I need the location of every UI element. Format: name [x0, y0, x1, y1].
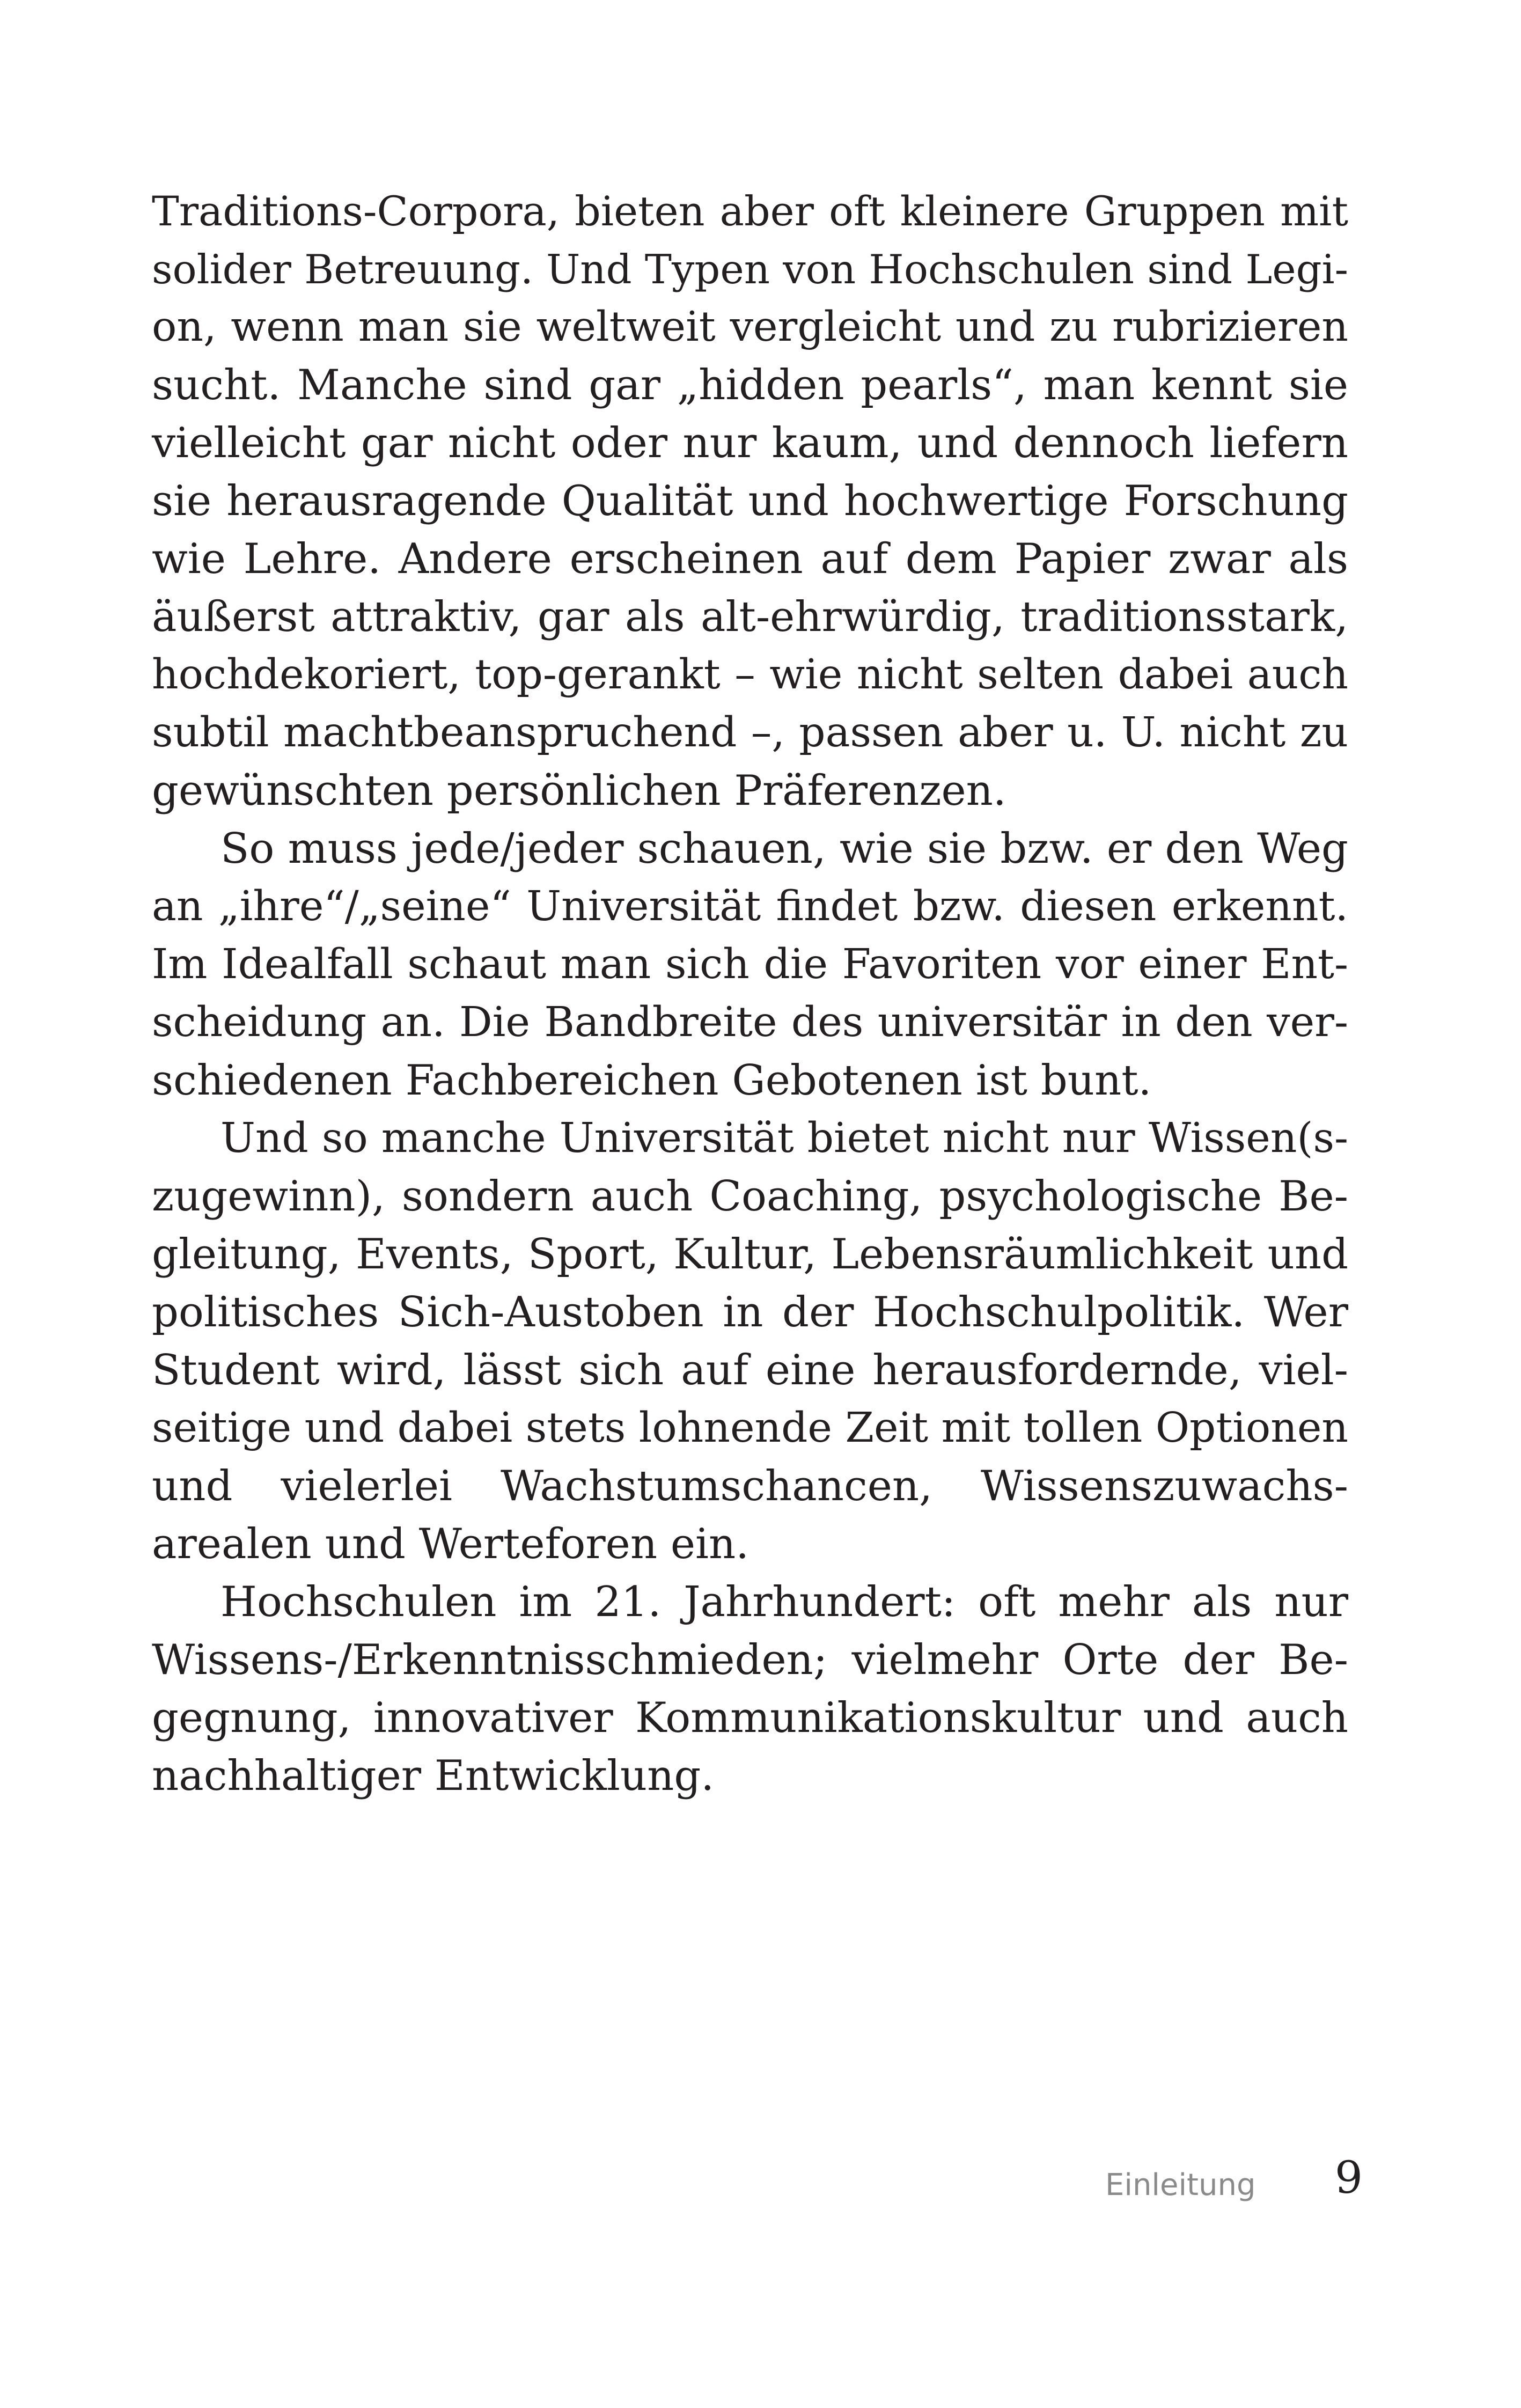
- text-line: Wissens-/Erkenntnisschmieden; vielmehr Orte der Be-: [152, 1636, 1348, 1684]
- text-line: und vielerlei Wachstumschancen, Wissenszuwachs-: [152, 1462, 1348, 1510]
- text-line: an „ihre“/„seine“ Universität findet bzw. diesen erkennt.: [152, 883, 1348, 930]
- text-line: Und so manche Universität bietet nicht nur Wissen(s-: [221, 1114, 1348, 1162]
- text-line: hochdekoriert, top-gerankt – wie nicht selten dabei auch: [152, 651, 1348, 699]
- text-line: gegnung, innovativer Kommunikationskultur und auch: [152, 1694, 1348, 1742]
- text-line: gewünschten persönlichen Präferenzen.: [152, 767, 1006, 815]
- text-line: wie Lehre. Andere erscheinen auf dem Papier zwar als: [152, 535, 1348, 583]
- text-line: So muss jede/jeder schauen, wie sie bzw. er den Weg: [221, 825, 1348, 873]
- text-line: nachhaltiger Entwicklung.: [152, 1752, 715, 1800]
- text-line: seitige und dabei stets lohnende Zeit mit tollen Optionen: [152, 1404, 1348, 1452]
- text-line: on, wenn man sie weltweit vergleicht und zu rubrizieren: [152, 303, 1348, 351]
- text-line: vielleicht gar nicht oder nur kaum, und dennoch liefern: [152, 419, 1348, 467]
- text-line: arealen und Werteforen ein.: [152, 1520, 749, 1568]
- text-line: scheidung an. Die Bandbreite des universitär in den ver-: [152, 999, 1348, 1046]
- text-line: Im Idealfall schaut man sich die Favoriten vor einer Ent-: [152, 941, 1348, 988]
- text-line: Traditions-Corpora, bieten aber oft kleinere Gruppen mit: [152, 187, 1348, 235]
- text-line: politisches Sich-Austoben in der Hochschulpolitik. Wer: [152, 1288, 1348, 1337]
- text-line: äußerst attraktiv, gar als alt-ehrwürdig, traditionsstark,: [152, 593, 1348, 641]
- text-line: solider Betreuung. Und Typen von Hochschulen sind Legi-: [152, 246, 1348, 293]
- text-line: sie herausragende Qualität und hochwertige Forschung: [152, 477, 1348, 525]
- text-line: sucht. Manche sind gar „hidden pearls“, man kennt sie: [152, 361, 1348, 409]
- text-line: zugewinn), sondern auch Coaching, psychologische Be-: [152, 1172, 1348, 1221]
- text-line: schiedenen Fachbereichen Gebotenen ist bunt.: [152, 1056, 1152, 1105]
- running-footer-section: Einleitung: [1105, 2168, 1256, 2203]
- text-line: gleitung, Events, Sport, Kultur, Lebensräumlichkeit und: [152, 1230, 1348, 1279]
- text-line: subtil machtbeanspruchend –, passen aber u. U. nicht zu: [152, 709, 1348, 757]
- page-number: 9: [1334, 2153, 1363, 2204]
- body-text: [152, 182, 1348, 1805]
- text-line: Hochschulen im 21. Jahrhundert: oft mehr als nur: [221, 1578, 1348, 1626]
- text-line: Student wird, lässt sich auf eine herausfordernde, viel-: [152, 1346, 1348, 1394]
